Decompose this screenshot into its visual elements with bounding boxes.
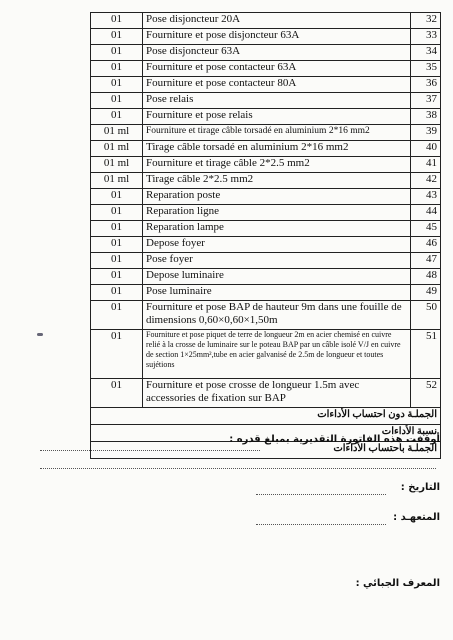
desc-cell: Pose disjoncteur 63A [143, 45, 411, 61]
item-number: 38 [411, 109, 441, 125]
desc-cell: Tirage câble 2*2.5 mm2 [143, 173, 411, 189]
item-number: 50 [411, 301, 441, 330]
item-number: 40 [411, 141, 441, 157]
scan-mark [37, 333, 43, 336]
table-row [91, 330, 441, 379]
desc-cell: Fourniture et pose crosse de longueur 1.5m avec accessories de fixation sur BAP [143, 379, 411, 408]
qty-cell: 01 [91, 269, 143, 285]
item-number: 52 [411, 379, 441, 408]
qty-cell: 01 [91, 93, 143, 109]
footer [36, 430, 440, 630]
table-row [91, 301, 441, 330]
desc-cell: Reparation lampe [143, 221, 411, 237]
qty-cell: 01 [91, 13, 143, 29]
table-row [91, 29, 441, 45]
item-number: 37 [411, 93, 441, 109]
item-number: 36 [411, 77, 441, 93]
item-number: 33 [411, 29, 441, 45]
qty-cell: 01 [91, 379, 143, 408]
tax-rate-label: نسبة الأداءات [91, 425, 441, 442]
date-label: التاريخ : [400, 482, 440, 493]
qty-cell: 01 [91, 61, 143, 77]
price-table [90, 12, 441, 459]
table-row [91, 13, 441, 29]
amount-line [40, 468, 436, 469]
qty-cell: 01 [91, 330, 143, 379]
amount-line [40, 450, 260, 451]
table-row [91, 125, 441, 141]
desc-cell: Fourniture et pose BAP de hauteur 9m dans une fouille de dimensions 0,60×0,60×1,50m [143, 301, 411, 330]
table-row [91, 205, 441, 221]
desc-cell: Fourniture et pose piquet de terre de longueur 2m en acier chemisé en cuivre relié à la crosse de luminaire sur le poteau BAP par un câble isolé V/J en cuivre de section 1×25mm²,tube en acier galvanisé de 2.5m de longueur et toutes sujétions [143, 330, 411, 379]
desc-cell: Fourniture et tirage câble torsadé en aluminium 2*16 mm2 [143, 125, 411, 141]
qty-cell: 01 [91, 253, 143, 269]
qty-cell: 01 [91, 301, 143, 330]
item-number: 41 [411, 157, 441, 173]
total-before-tax-label: الجملـة دون احتساب الأداءات [91, 408, 441, 425]
table-row [91, 285, 441, 301]
desc-cell: Fourniture et pose contacteur 80A [143, 77, 411, 93]
summary-row [91, 408, 441, 425]
table-row [91, 379, 441, 408]
table-row [91, 93, 441, 109]
table-row [91, 45, 441, 61]
item-number: 49 [411, 285, 441, 301]
qty-cell: 01 [91, 77, 143, 93]
table-row [91, 173, 441, 189]
item-number: 32 [411, 13, 441, 29]
qty-cell: 01 [91, 45, 143, 61]
total-with-tax-label: الجملـة باحتساب الأداءات [91, 442, 441, 459]
desc-cell: Tirage câble torsadé en aluminium 2*16 mm2 [143, 141, 411, 157]
table-row [91, 253, 441, 269]
desc-cell: Fourniture et pose disjoncteur 63A [143, 29, 411, 45]
item-number: 48 [411, 269, 441, 285]
qty-cell: 01 [91, 205, 143, 221]
table-row [91, 189, 441, 205]
table-row [91, 61, 441, 77]
item-number: 35 [411, 61, 441, 77]
qty-cell: 01 ml [91, 141, 143, 157]
desc-cell: Pose relais [143, 93, 411, 109]
qty-cell: 01 [91, 285, 143, 301]
desc-cell: Fourniture et pose contacteur 63A [143, 61, 411, 77]
contractor-label: المتعهـد : [393, 512, 440, 523]
authority-label: المعرف الجبائي : [355, 578, 440, 589]
desc-cell: Reparation poste [143, 189, 411, 205]
date-line [256, 494, 386, 495]
desc-cell: Fourniture et pose relais [143, 109, 411, 125]
desc-cell: Depose luminaire [143, 269, 411, 285]
item-number: 45 [411, 221, 441, 237]
desc-cell: Fourniture et tirage câble 2*2.5 mm2 [143, 157, 411, 173]
qty-cell: 01 ml [91, 173, 143, 189]
desc-cell: Pose luminaire [143, 285, 411, 301]
item-number: 43 [411, 189, 441, 205]
table-row [91, 141, 441, 157]
item-number: 47 [411, 253, 441, 269]
desc-cell: Pose disjoncteur 20A [143, 13, 411, 29]
qty-cell: 01 [91, 221, 143, 237]
qty-cell: 01 [91, 29, 143, 45]
qty-cell: 01 ml [91, 157, 143, 173]
qty-cell: 01 ml [91, 125, 143, 141]
desc-cell: Reparation ligne [143, 205, 411, 221]
qty-cell: 01 [91, 237, 143, 253]
contractor-line [256, 524, 386, 525]
table-row [91, 221, 441, 237]
amount-label: أوقفت هذه الفاتورة التقديرية بمبلغ قدره : [229, 434, 440, 445]
qty-cell: 01 [91, 109, 143, 125]
table-row [91, 109, 441, 125]
qty-cell: 01 [91, 189, 143, 205]
desc-cell: Depose foyer [143, 237, 411, 253]
table-row [91, 157, 441, 173]
desc-cell: Pose foyer [143, 253, 411, 269]
item-number: 39 [411, 125, 441, 141]
table-row [91, 237, 441, 253]
item-number: 51 [411, 330, 441, 379]
item-number: 46 [411, 237, 441, 253]
item-number: 42 [411, 173, 441, 189]
table-row [91, 77, 441, 93]
item-number: 34 [411, 45, 441, 61]
item-number: 44 [411, 205, 441, 221]
table-row [91, 269, 441, 285]
